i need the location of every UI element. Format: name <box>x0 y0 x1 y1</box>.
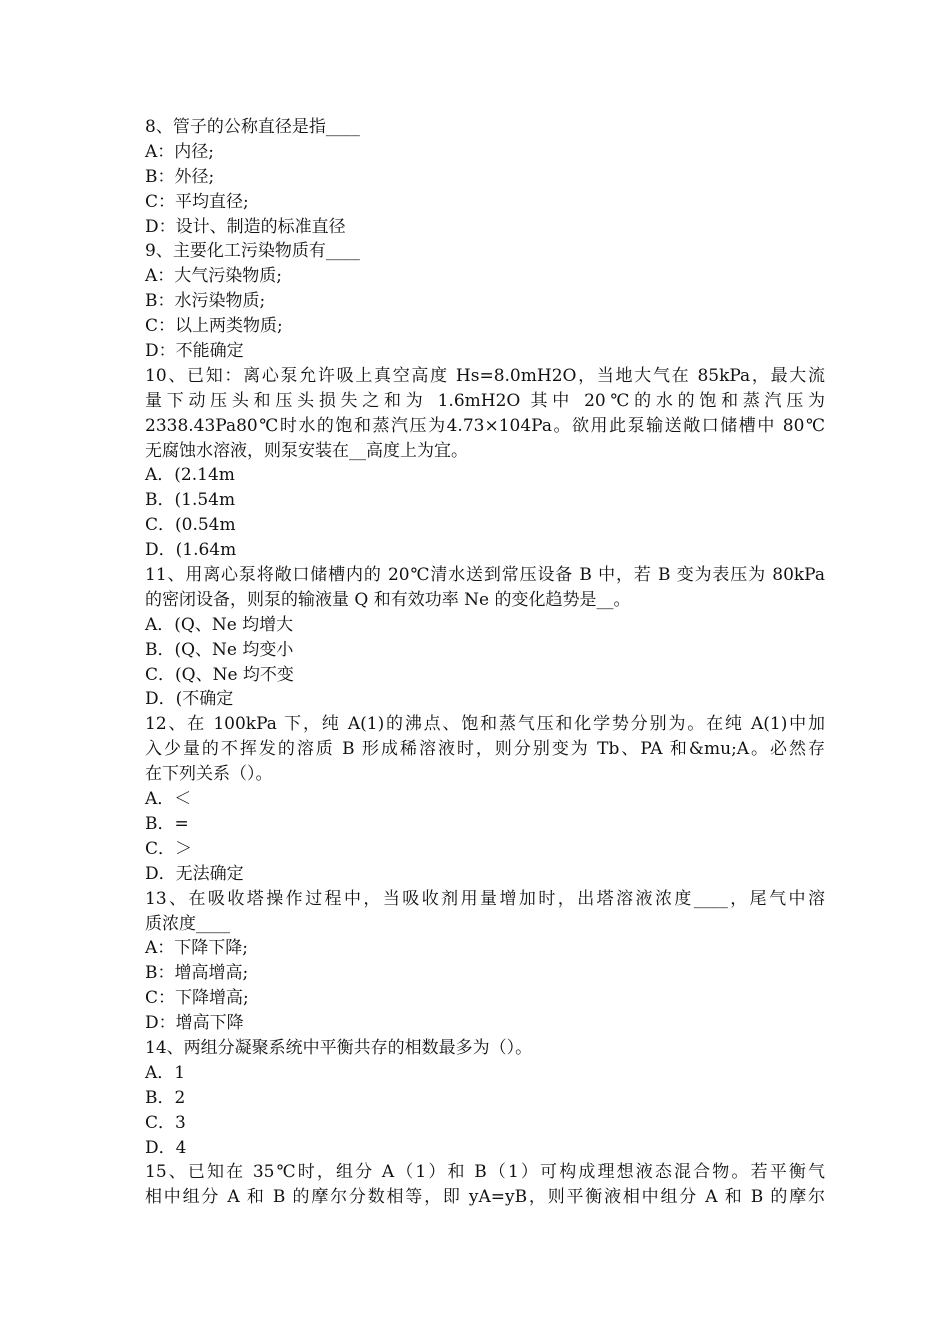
question-10-option-d: D．(1.64m <box>145 540 237 561</box>
question-12-stem-line-1: 12、在 100kPa 下，纯 A(1)的沸点、饱和蒸气压和化学势分别为。在纯 A(1)中加 <box>145 714 825 735</box>
question-10-stem-line-4: 无腐蚀水溶液，则泵安装在__高度上为宜。 <box>145 440 468 461</box>
question-8-option-c: C：平均直径; <box>145 191 249 212</box>
question-12-stem-line-3: 在下列关系（）。 <box>145 764 273 785</box>
question-10-option-b: B．(1.54m <box>145 490 236 511</box>
question-10-stem-line-1: 10、已知：离心泵允许吸上真空高度 Hs=8.0mH2O，当地大气在 85kPa，最大流 <box>145 365 825 386</box>
question-10-stem-line-3: 2338.43Pa80℃时水的饱和蒸汽压为4.73×104Pa。欲用此泵输送敞口储槽中 80℃ <box>145 415 825 436</box>
question-11-option-c: C．(Q、Ne 均不变 <box>145 664 294 685</box>
question-8-option-a: A：内径; <box>145 141 215 162</box>
question-14-option-c: C．3 <box>145 1112 186 1133</box>
question-13-stem-line-1: 13、在吸收塔操作过程中，当吸收剂用量增加时，出塔溶液浓度____，尾气中溶 <box>145 888 825 909</box>
question-13-option-d: D：增高下降 <box>145 1013 244 1034</box>
question-13-option-c: C：下降增高; <box>145 988 249 1009</box>
question-9-option-a: A：大气污染物质; <box>145 266 283 287</box>
question-12-option-b: B．= <box>145 813 189 834</box>
question-12-option-a: A．＜ <box>145 789 192 810</box>
question-14-option-a: A．1 <box>145 1062 186 1083</box>
question-9-stem: 9、主要化工污染物质有____ <box>145 241 360 262</box>
question-14-option-d: D．4 <box>145 1137 187 1158</box>
question-13-stem-line-2: 质浓度____ <box>145 913 230 934</box>
question-11-stem-line-2: 的密闭设备，则泵的输液量 Q 和有效功率 Ne 的变化趋势是__。 <box>145 589 631 610</box>
question-9-option-b: B：水污染物质; <box>145 291 266 312</box>
question-12-option-d: D．无法确定 <box>145 863 244 884</box>
question-11-stem-line-1: 11、用离心泵将敞口储槽内的 20℃清水送到常压设备 B 中，若 B 变为表压为 80kPa <box>145 565 825 586</box>
question-12-stem-line-2: 入少量的不挥发的溶质 B 形成稀溶液时，则分别变为 Tb、PA 和&mu;A。必然存 <box>145 739 825 760</box>
question-12-option-c: C．＞ <box>145 838 193 859</box>
question-15-stem-line-1: 15、已知在 35℃时，组分 A（1）和 B（1）可构成理想液态混合物。若平衡气 <box>145 1162 825 1183</box>
question-11-option-d: D．(不确定 <box>145 689 234 710</box>
question-8-option-b: B：外径; <box>145 166 215 187</box>
question-13-option-b: B：增高增高; <box>145 963 249 984</box>
question-11-option-b: B．(Q、Ne 均变小 <box>145 639 294 660</box>
question-14-stem: 14、两组分凝聚系统中平衡共存的相数最多为（）。 <box>145 1037 533 1058</box>
question-10-stem-line-2: 量下动压头和压头损失之和为 1.6mH2O 其中 20℃的水的饱和蒸汽压为 <box>145 390 825 411</box>
question-14-option-b: B．2 <box>145 1087 186 1108</box>
question-15-stem-line-2: 相中组分 A 和 B 的摩尔分数相等，即 yA=yB，则平衡液相中组分 A 和 B 的摩尔 <box>145 1187 825 1208</box>
question-13-option-a: A：下降下降; <box>145 938 249 959</box>
question-list <box>145 115 825 1210</box>
question-10-option-a: A．(2.14m <box>145 465 235 486</box>
question-11-option-a: A．(Q、Ne 均增大 <box>145 614 294 635</box>
question-8-option-d: D：设计、制造的标准直径 <box>145 216 346 237</box>
question-9-option-c: C：以上两类物质; <box>145 316 283 337</box>
question-10-option-c: C．(0.54m <box>145 515 236 536</box>
question-9-option-d: D：不能确定 <box>145 341 244 362</box>
question-8-stem: 8、管子的公称直径是指____ <box>145 117 360 137</box>
